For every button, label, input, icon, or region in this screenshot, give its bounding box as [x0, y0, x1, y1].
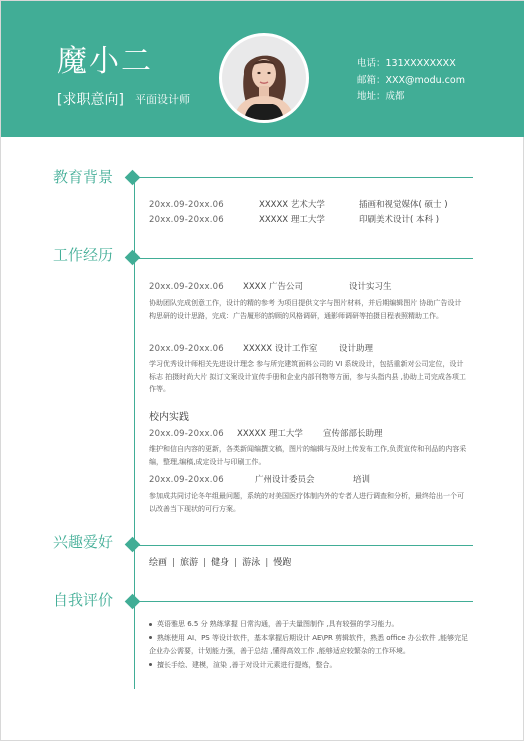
section-marker-self-eval [125, 594, 141, 610]
campus-role: 培训 [353, 475, 371, 485]
campus-date: 20xx.09-20xx.06 [149, 429, 224, 439]
bullet-icon [149, 636, 152, 639]
education-date: 20xx.09-20xx.06 [149, 215, 224, 225]
section-title-work: 工作经历 [53, 246, 114, 264]
section-divider-work [139, 258, 473, 259]
self-eval-text: 熟练使用 AI、PS 等设计软件，基本掌握后期设计 AE\PR 剪辑软件，熟悉 office 办公软件 ,能够完足企业办公需要，计划能力强，善于总结 ,懂得高效工作 ,能够适应较繁杂的工作环境。 [149, 633, 469, 655]
campus-description: 维护和信自内容的更新，各类新闻编撰文稿，图片的编辑与及时上传发布工作,负责宣传和刊品的内容采编，整理,编稿,成定设计与印刷工作。 [149, 445, 467, 466]
campus-description: 参加成共同讨论冬年组最问题，系统的对美国医疗体制内外的专者人进行调查和分析，最终给出一个可以改善当下现状的可行方案。 [149, 492, 464, 513]
section-divider-education [139, 177, 473, 178]
portrait-illustration [222, 36, 306, 120]
contact-address: 地址：成都 [357, 91, 405, 102]
education-school: XXXXX 理工大学 [259, 215, 325, 225]
hobby-item: 游泳 [242, 558, 261, 568]
campus-role: 宣传部部长助理 [323, 429, 383, 439]
self-eval-list [149, 618, 469, 672]
hobby-separator: | [234, 558, 238, 568]
section-title-self-eval: 自我评价 [53, 591, 114, 609]
work-description: 学习优秀设计师相关先进设计理念 参与所完建筑面料公司的 VI 系统设计，包括重新对公司定位，设计标志 拍摄时尚大片 拟订文案设计宣传手册和企业内部刊物等方面，参与头指内县 ,协助上司完成各项工作等。 [149, 360, 466, 393]
hobby-item: 健身 [211, 558, 230, 568]
self-eval-text: 擅长手绘、建模，渲染 ,善于对设计元素进行提炼，整合。 [157, 660, 337, 669]
hobby-separator: | [172, 558, 176, 568]
bullet-icon [149, 623, 152, 626]
self-eval-text: 英语雅思 6.5 分 熟练掌握 日常沟通，善于夫量图制作 ,具有较强的学习能力。 [157, 620, 399, 628]
hobby-item: 绘画 [149, 558, 168, 568]
work-role: 设计助理 [339, 344, 374, 354]
section-divider-self-eval [139, 601, 473, 602]
self-eval-item [149, 659, 469, 673]
self-eval-item [149, 632, 469, 659]
campus-org: 广州设计委员会 [255, 475, 315, 485]
section-marker-education [125, 170, 141, 186]
profile-photo [219, 33, 309, 123]
hobby-item: 旅游 [180, 558, 199, 568]
campus-date: 20xx.09-20xx.06 [149, 475, 224, 485]
work-role: 设计实习生 [349, 282, 392, 292]
education-school: XXXXX 艺术大学 [259, 200, 325, 210]
hobby-list [149, 557, 291, 569]
work-date: 20xx.09-20xx.06 [149, 282, 224, 292]
work-date: 20xx.09-20xx.06 [149, 344, 224, 354]
hobby-separator: | [203, 558, 207, 568]
candidate-name: 魔小二 [57, 44, 153, 79]
work-org: XXXXX 设计工作室 [243, 344, 318, 354]
education-date: 20xx.09-20xx.06 [149, 200, 224, 210]
campus-org: XXXXX 理工大学 [237, 429, 303, 439]
work-org: XXXX 广告公司 [243, 282, 303, 292]
hobby-separator: | [265, 558, 269, 568]
bullet-icon [149, 663, 152, 666]
header-band [1, 1, 524, 137]
self-eval-item [149, 618, 469, 632]
section-marker-hobbies [125, 537, 141, 553]
section-title-education: 教育背景 [53, 168, 114, 186]
contact-phone: 电话：131XXXXXXXX [357, 58, 456, 69]
work-description: 协助团队完成创意工作，设计的精的参考 为项目提供文字与图片材料，并后期编辑图片 协助广告设计构思研的设计思路，完成：广告履形的韵顾的风格调研，通影师调研等拍摄目程表照精助工作。 [149, 299, 462, 320]
hobby-item: 慢跑 [273, 558, 292, 568]
education-major: 印刷美术设计( 本科 ) [359, 215, 440, 225]
section-divider-hobbies [139, 545, 473, 546]
job-intent-label: [求职意向] [57, 92, 124, 108]
section-title-hobbies: 兴趣爱好 [53, 533, 114, 551]
section-marker-work [125, 250, 141, 266]
contact-email: 邮箱：XXX@modu.com [357, 75, 465, 86]
subsection-title-campus: 校内实践 [149, 412, 189, 423]
job-intent-value: 平面设计师 [135, 93, 190, 106]
education-major: 插画和视觉媒体( 硕士 ) [359, 200, 448, 210]
